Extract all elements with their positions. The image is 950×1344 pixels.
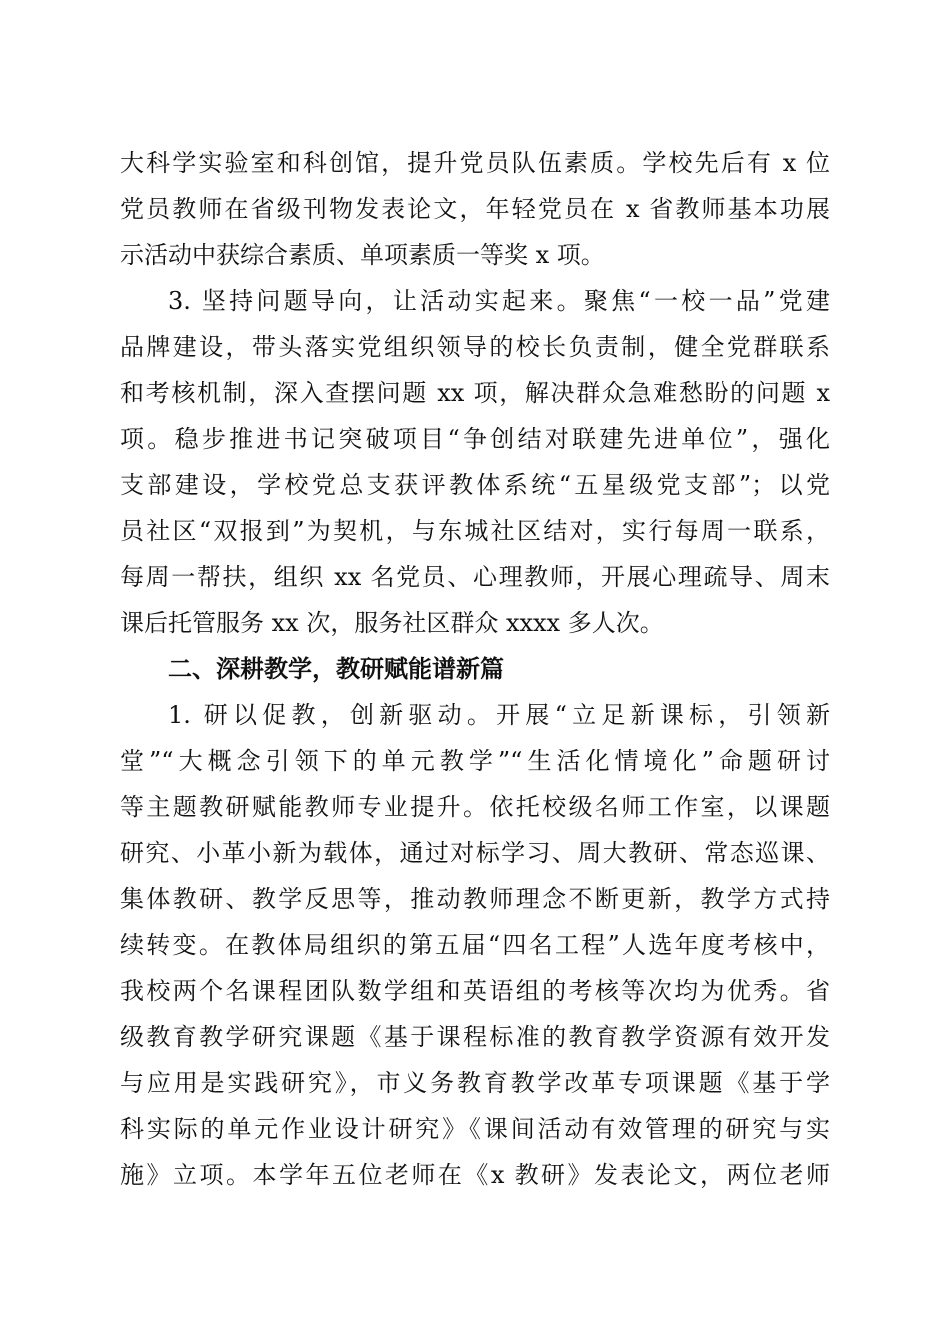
text-line: 课后托管服务 xx 次，服务社区群众 xxxx 多人次。	[120, 609, 664, 637]
text-line: 续转变。在教体局组织的第五届“四名工程”人选年度考核中，	[120, 931, 830, 959]
text-line: 我校两个名课程团队数学组和英语组的考核等次均为优秀。省	[120, 977, 830, 1005]
document-body	[120, 140, 830, 1198]
section-heading: 二、深耕教学，教研赋能谱新篇	[168, 655, 504, 683]
text-line: 施》立项。本学年五位老师在《x 教研》发表论文，两位老师	[120, 1161, 830, 1189]
text-line: 支部建设，学校党总支获评教体系统“五星级党支部”；以党	[120, 471, 830, 499]
paragraph-research-teaching	[120, 692, 830, 1198]
text-line: 1. 研以促教，创新驱动。开展“立足新课标，引领新	[168, 701, 830, 729]
text-line: 每周一帮扶，组织 xx 名党员、心理教师，开展心理疏导、周末	[120, 563, 830, 591]
text-line: 示活动中获综合素质、单项素质一等奖 x 项。	[120, 241, 605, 269]
text-line: 与应用是实践研究》，市义务教育教学改革专项课题《基于学	[120, 1069, 830, 1097]
text-line: 3. 坚持问题导向，让活动实起来。聚焦“一校一品”党建	[168, 287, 830, 315]
text-line: 党员教师在省级刊物发表论文，年轻党员在 x 省教师基本功展	[120, 195, 830, 223]
paragraph-problem-oriented	[120, 278, 830, 646]
text-line: 等主题教研赋能教师专业提升。依托校级名师工作室，以课题	[120, 793, 830, 821]
text-line: 集体教研、教学反思等，推动教师理念不断更新，教学方式持	[120, 885, 830, 913]
text-line: 科实际的单元作业设计研究》《课间活动有效管理的研究与实	[120, 1115, 830, 1143]
paragraph-party-quality	[120, 140, 830, 278]
text-line: 项。稳步推进书记突破项目“争创结对联建先进单位”，强化	[120, 425, 830, 453]
text-line: 研究、小革小新为载体，通过对标学习、周大教研、常态巡课、	[120, 839, 830, 867]
text-line: 员社区“双报到”为契机，与东城社区结对，实行每周一联系，	[120, 517, 830, 545]
text-line: 品牌建设，带头落实党组织领导的校长负责制，健全党群联系	[120, 333, 830, 361]
text-line: 级教育教学研究课题《基于课程标准的教育教学资源有效开发	[120, 1023, 830, 1051]
text-line: 大科学实验室和科创馆，提升党员队伍素质。学校先后有 x 位	[120, 149, 830, 177]
text-line: 和考核机制，深入查摆问题 xx 项，解决群众急难愁盼的问题 x	[120, 379, 830, 407]
text-line: 堂”“大概念引领下的单元教学”“生活化情境化”命题研讨	[120, 747, 830, 775]
